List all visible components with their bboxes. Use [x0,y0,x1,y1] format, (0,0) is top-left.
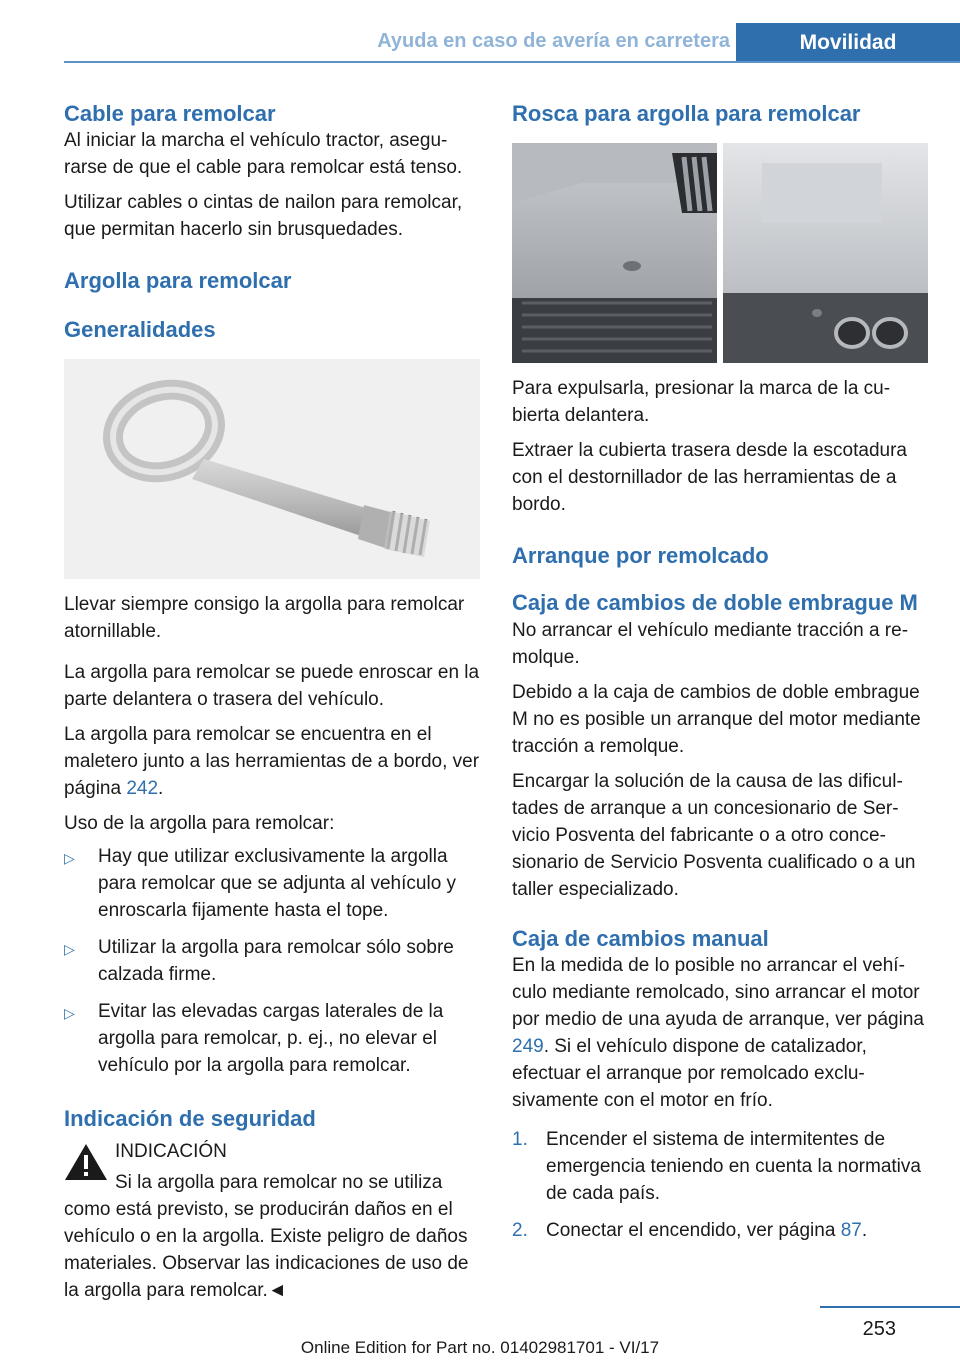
cable-paragraph-1: Al iniciar la marcha el vehículo tractor, asegurarse de que el cable para remolcar está tenso. [64,130,463,178]
argolla-heading: Argolla para remolcar [64,268,292,293]
warning-text: Si la argolla para remolcar no se utiliza como está previsto, se producirán daños en el vehículo o en la argolla. Existe peligro de daños materiales. Observar las indicaciones de uso de la argolla para remolcar.◄ [64,1172,469,1301]
warning-triangle-icon [64,1142,108,1182]
footer-divider [820,1306,960,1308]
triangle-bullet-icon: ▷ [64,941,75,957]
gen-paragraph-4: Uso de la argolla para remolcar: [64,813,335,834]
arranque-heading: Arranque por remolcado [512,543,769,568]
manual-heading: Caja de cambios manual [512,926,769,951]
steps-list [512,1126,928,1244]
doble-paragraph-3: Encargar la solución de la causa de las dificultades de arranque a un concesionario de Servicio Posventa del fabricante o a otro concesionario de Servicio Posventa cualificado o a un taller especializado. [512,771,916,900]
left-column [64,100,480,1304]
tow-eye-illustration [64,359,480,579]
page-link-87[interactable]: 87 [840,1220,862,1241]
rosca-paragraph-1: Para expulsarla, presionar la marca de la cubierta delantera. [512,378,891,426]
gen-paragraph-3: La argolla para remolcar se encuentra en el maletero junto a las herramientas de a bordo, ver página 242. [64,724,480,799]
tow-thread-photo [512,143,928,363]
warning-label: INDICACIÓN [115,1141,227,1162]
generalidades-heading: Generalidades [64,317,216,342]
manual-paragraph-1: En la medida de lo posible no arrancar el vehículo mediante remolcado, sino arrancar el motor por medio de una ayuda de arranque, ver página 249. Si el vehículo dispone de catalizador, efectuar el arranque por remolcado exclusivamente con el motor en frío. [512,955,924,1111]
doble-paragraph-2: Debido a la caja de cambios de doble embrague M no es posible un arranque del motor mediante tracción a remolque. [512,682,921,757]
list-item: ▷ Utilizar la argolla para remolcar sólo sobre calzada firme. [64,934,480,988]
right-column [512,100,928,1244]
rosca-heading: Rosca para argolla para remolcar [512,101,861,126]
cable-heading: Cable para remolcar [64,101,276,126]
car-bumper-image [512,143,928,363]
warning-block [64,1138,480,1304]
usage-list [64,843,480,1079]
doble-paragraph-1: No arrancar el vehículo mediante tracción a remolque. [512,620,909,668]
page-link-249[interactable]: 249 [512,1036,544,1057]
page-link-242[interactable]: 242 [126,778,159,799]
tow-eye-icon [64,359,480,579]
edition-footer: Online Edition for Part no. 01402981701 - VI/17 [300,1338,660,1357]
doble-embrague-heading: Caja de cambios de doble embrague M [512,590,918,615]
rosca-paragraph-2: Extraer la cubierta trasera desde la escotadura con el destornillador de las herramientas de a bordo. [512,440,907,515]
triangle-bullet-icon: ▷ [64,850,75,866]
gen-paragraph-1: Llevar siempre consigo la argolla para remolcar atornillable. [64,594,465,642]
list-item: ▷ Hay que utilizar exclusivamente la argolla para remolcar que se adjunta al vehículo y enroscarla fijamente hasta el tope. [64,843,480,924]
seguridad-heading: Indicación de seguridad [64,1106,316,1131]
list-item: 1. Encender el sistema de intermitentes de emergencia teniendo en cuenta la normativa de cada país. [512,1129,921,1204]
cable-paragraph-2: Utilizar cables o cintas de nailon para remolcar, que permitan hacerlo sin brusquedades. [64,192,463,240]
header-divider [64,61,960,63]
chapter-tab[interactable]: Movilidad [736,23,960,63]
page-number: 253 [862,1318,896,1340]
section-title: Ayuda en caso de avería en carretera [377,30,730,52]
triangle-bullet-icon: ▷ [64,1005,75,1021]
gen-paragraph-2: La argolla para remolcar se puede enroscar en la parte delantera o trasera del vehículo. [64,662,480,710]
list-item: ▷ Evitar las elevadas cargas laterales de la argolla para remolcar, p. ej., no elevar el vehículo por la argolla para remolcar. [64,998,480,1079]
list-item: 2. Conectar el encendido, ver página 87. [512,1220,868,1241]
